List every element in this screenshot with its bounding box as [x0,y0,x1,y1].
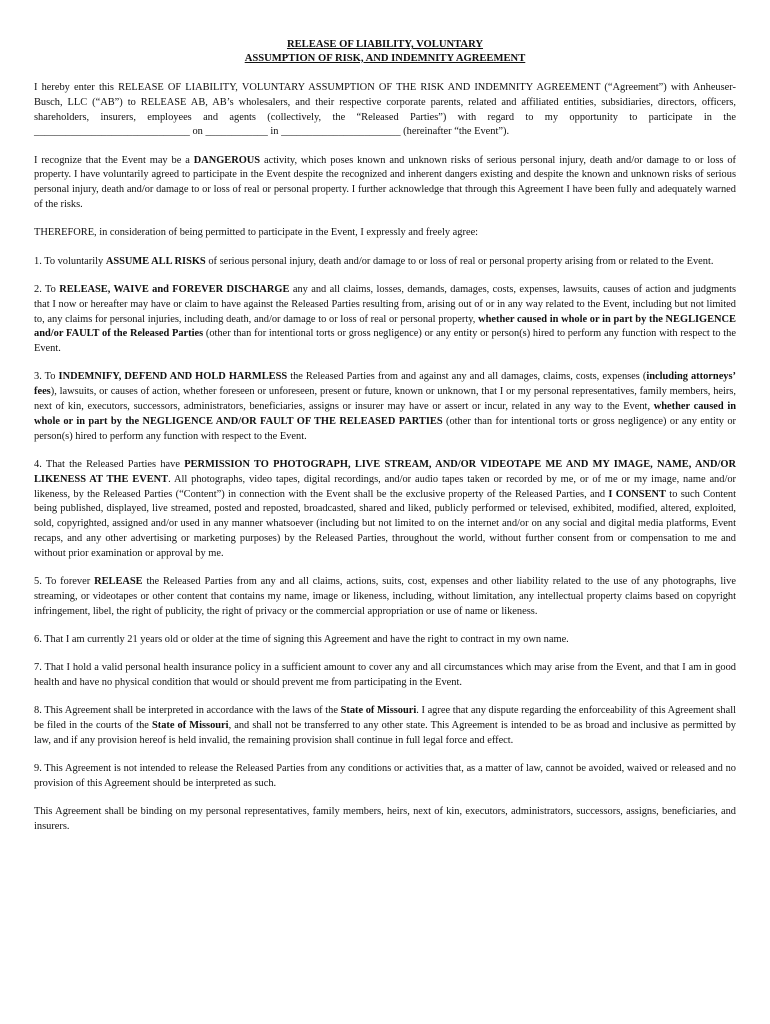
item-8-text-3: , and shall not be transferred to any other state. This Agreement is intended to be as broad and inclusive as permitted by law, and if any provision hereof is held invalid, the remaining provision shall continue in full legal force and effect. [34,720,736,746]
event-location-blank: _______________________ [281,126,401,138]
item-3-text-4: (other than for intentional torts or gross negligence) or any entity or person(s) hired to perform any function with respect to the Event. [34,415,737,442]
item-3 [34,370,736,444]
event-date-blank: ____________ [205,126,268,138]
item-3-text-3: ), lawsuits, or causes of action, whether foreseen or unforeseen, present or future, known or unknown, that I or my personal representatives, family members, heirs, next of kin, executors, successors, administrators, beneficiaries, assigns or insurer may have or assert or incur, related in any way to the Event, [34,386,736,413]
intro-text-1: I hereby enter this RELEASE OF LIABILITY, VOLUNTARY ASSUMPTION OF THE RISK AND INDEMNITY AGREEMENT (“Agreement”) with Anheuser-Busch, LLC (“AB”) to RELEASE AB, AB’s wholesalers, and their respective corporate parents, related and affiliated entities, subsidiaries, directors, officers, shareholders, insurers, employees and agents (collectively, the “Released Parties”) with regard to my opportunity to participate in the [34,82,736,123]
item-9: 9. This Agreement is not intended to release the Released Parties from any conditions or activities that, as a matter of law, cannot be avoided, waived or released and no provision of this Agreement should be interpreted as such. [34,763,736,789]
item-2-text-3: (other than for intentional torts or gross negligence) or any entity or person(s) hired to perform any function with respect to the Event. [34,328,736,355]
item-1 [34,255,736,270]
recognize-text-2: activity, which poses known and unknown risks of serious personal injury, death and/or damage to or loss of property. I have voluntarily agreed to participate in the Event despite the recognized and inherent dangers existing and despite the known and unknown risks of serious personal injury, death and/or damage to or loss of real or personal property. I further acknowledge that through this Agreement I have been fully and adequately warned of the risks. [34,154,736,211]
item-3-text-1: 3. To [34,371,59,383]
item-4-bold-2: I CONSENT [608,488,666,500]
item-5-text-2: the Released Parties from any and all claims, actions, suits, cost, expenses and other liability related to the use of any photographs, live streaming, or videotapes or other content that contains my name, image or likeness, including, without limitation, any intellectual property claims based on copyright infringement, libel, the right of publicity, the right of privacy or the commercial appropriation or use of name or likeness. [34,576,736,617]
item-3-bold-3: whether caused in whole or in part by the NEGLIGENCE AND/OR FAULT OF THE RELEASED PARTIES [34,401,736,427]
intro-text-2: on [189,126,206,138]
item-2 [34,283,736,357]
item-2-bold-1: RELEASE, WAIVE and FOREVER DISCHARGE [59,283,290,295]
binding-paragraph: This Agreement shall be binding on my personal representatives, family members, heirs, next of kin, executors, administrators, successors, assigns, beneficiaries, and insurers. [34,806,736,833]
recognize-paragraph [34,154,736,213]
item-6: 6. That I am currently 21 years old or older at the time of signing this Agreement and have the right to contract in my own name. [34,633,569,645]
item-3-bold-2: including attorneys’ fees [34,371,737,398]
item-4-text-3: to such Content being published, displayed, live streamed, posted and reposted, broadcasted, shared and liked, publicly performed or televised, exhibited, modified, altered, exploited, sold, copyrighted, assigned and/or used in any manner whatsoever (including but not limited to on the internet and/or on any social and digital media platforms, Event recaps, and any other advertising or marketing purposes) by the Released Parties, throughout the world, without further consent from or compensation to me and without prior examination or approval by me. [34,488,736,559]
item-8-bold-1: State of Missouri [340,705,417,717]
item-4 [34,458,736,562]
item-3-text-2: the Released Parties from and against any and all damages, claims, costs, expenses ( [287,371,647,383]
recognize-bold-1: DANGEROUS [193,154,261,166]
item-2-bold-2: whether caused in whole or in part by the NEGLIGENCE and/or FAULT of the Released Parties [34,313,736,340]
item-2-text-1: 2. To [34,283,60,295]
item-1-bold-1: ASSUME ALL RISKS [105,255,206,267]
intro-text-3: in [267,126,282,138]
item-3-bold-1: INDEMNIFY, DEFEND AND HOLD HARMLESS [58,371,288,383]
item-1-text-1: 1. To voluntarily [34,255,106,267]
title-line-2: ASSUMPTION OF RISK, AND INDEMNITY AGREEMENT [244,52,526,64]
item-5 [34,575,736,619]
intro-text-4: (hereinafter “the Event”). [400,126,510,138]
item-8 [34,704,736,748]
item-5-text-1: 5. To forever [34,576,95,588]
event-name-blank: ______________________________ [34,126,190,138]
intro-paragraph [34,81,736,140]
item-8-bold-2: State of Missouri [151,720,229,732]
item-8-text-1: 8. This Agreement shall be interpreted in accordance with the laws of the [34,705,341,717]
item-4-bold-1: PERMISSION TO PHOTOGRAPH, LIVE STREAM, AND/OR VIDEOTAPE ME AND MY IMAGE, NAME, AND/OR LIKENESS AT THE EVENT [34,458,736,485]
item-4-text-2: . All photographs, video tapes, digital recordings, and/or audio tapes taken or recorded by me, or of me or my image, name and/or likeness, by the Released Parties (“Content”) in connection with the Event shall be the exclusive property of the Released Parties, and [34,473,736,500]
item-1-text-2: of serious personal injury, death and/or damage to or loss of real or personal property arising from or related to the Event. [205,255,714,267]
item-2-text-2: any and all claims, losses, demands, damages, costs, expenses, lawsuits, causes of action and judgments that I now or hereafter may have or claim to have against the Released Parties resulting from, arising out of or in any way related to the Event, including but not limited to, any claims for personal injuries, including death, and/or damage to or loss of real or personal property, [34,283,736,325]
item-7: 7. That I hold a valid personal health insurance policy in a sufficient amount to cover any and all circumstances which may arise from the Event, and that I am in good health and have no physical condition that would or should prevent me from participating in the Event. [34,662,736,688]
item-8-text-2: . I agree that any dispute regarding the enforceability of this Agreement shall be filed in the courts of the [34,705,736,732]
recognize-text-1: I recognize that the Event may be a [34,154,194,166]
item-4-text-1: 4. That the Released Parties have [34,458,185,470]
document-title [34,38,736,65]
therefore-paragraph: THEREFORE, in consideration of being permitted to participate in the Event, I expressly and freely agree: [34,227,479,239]
title-line-1: RELEASE OF LIABILITY, VOLUNTARY [286,39,484,50]
item-5-bold-1: RELEASE [94,576,143,588]
